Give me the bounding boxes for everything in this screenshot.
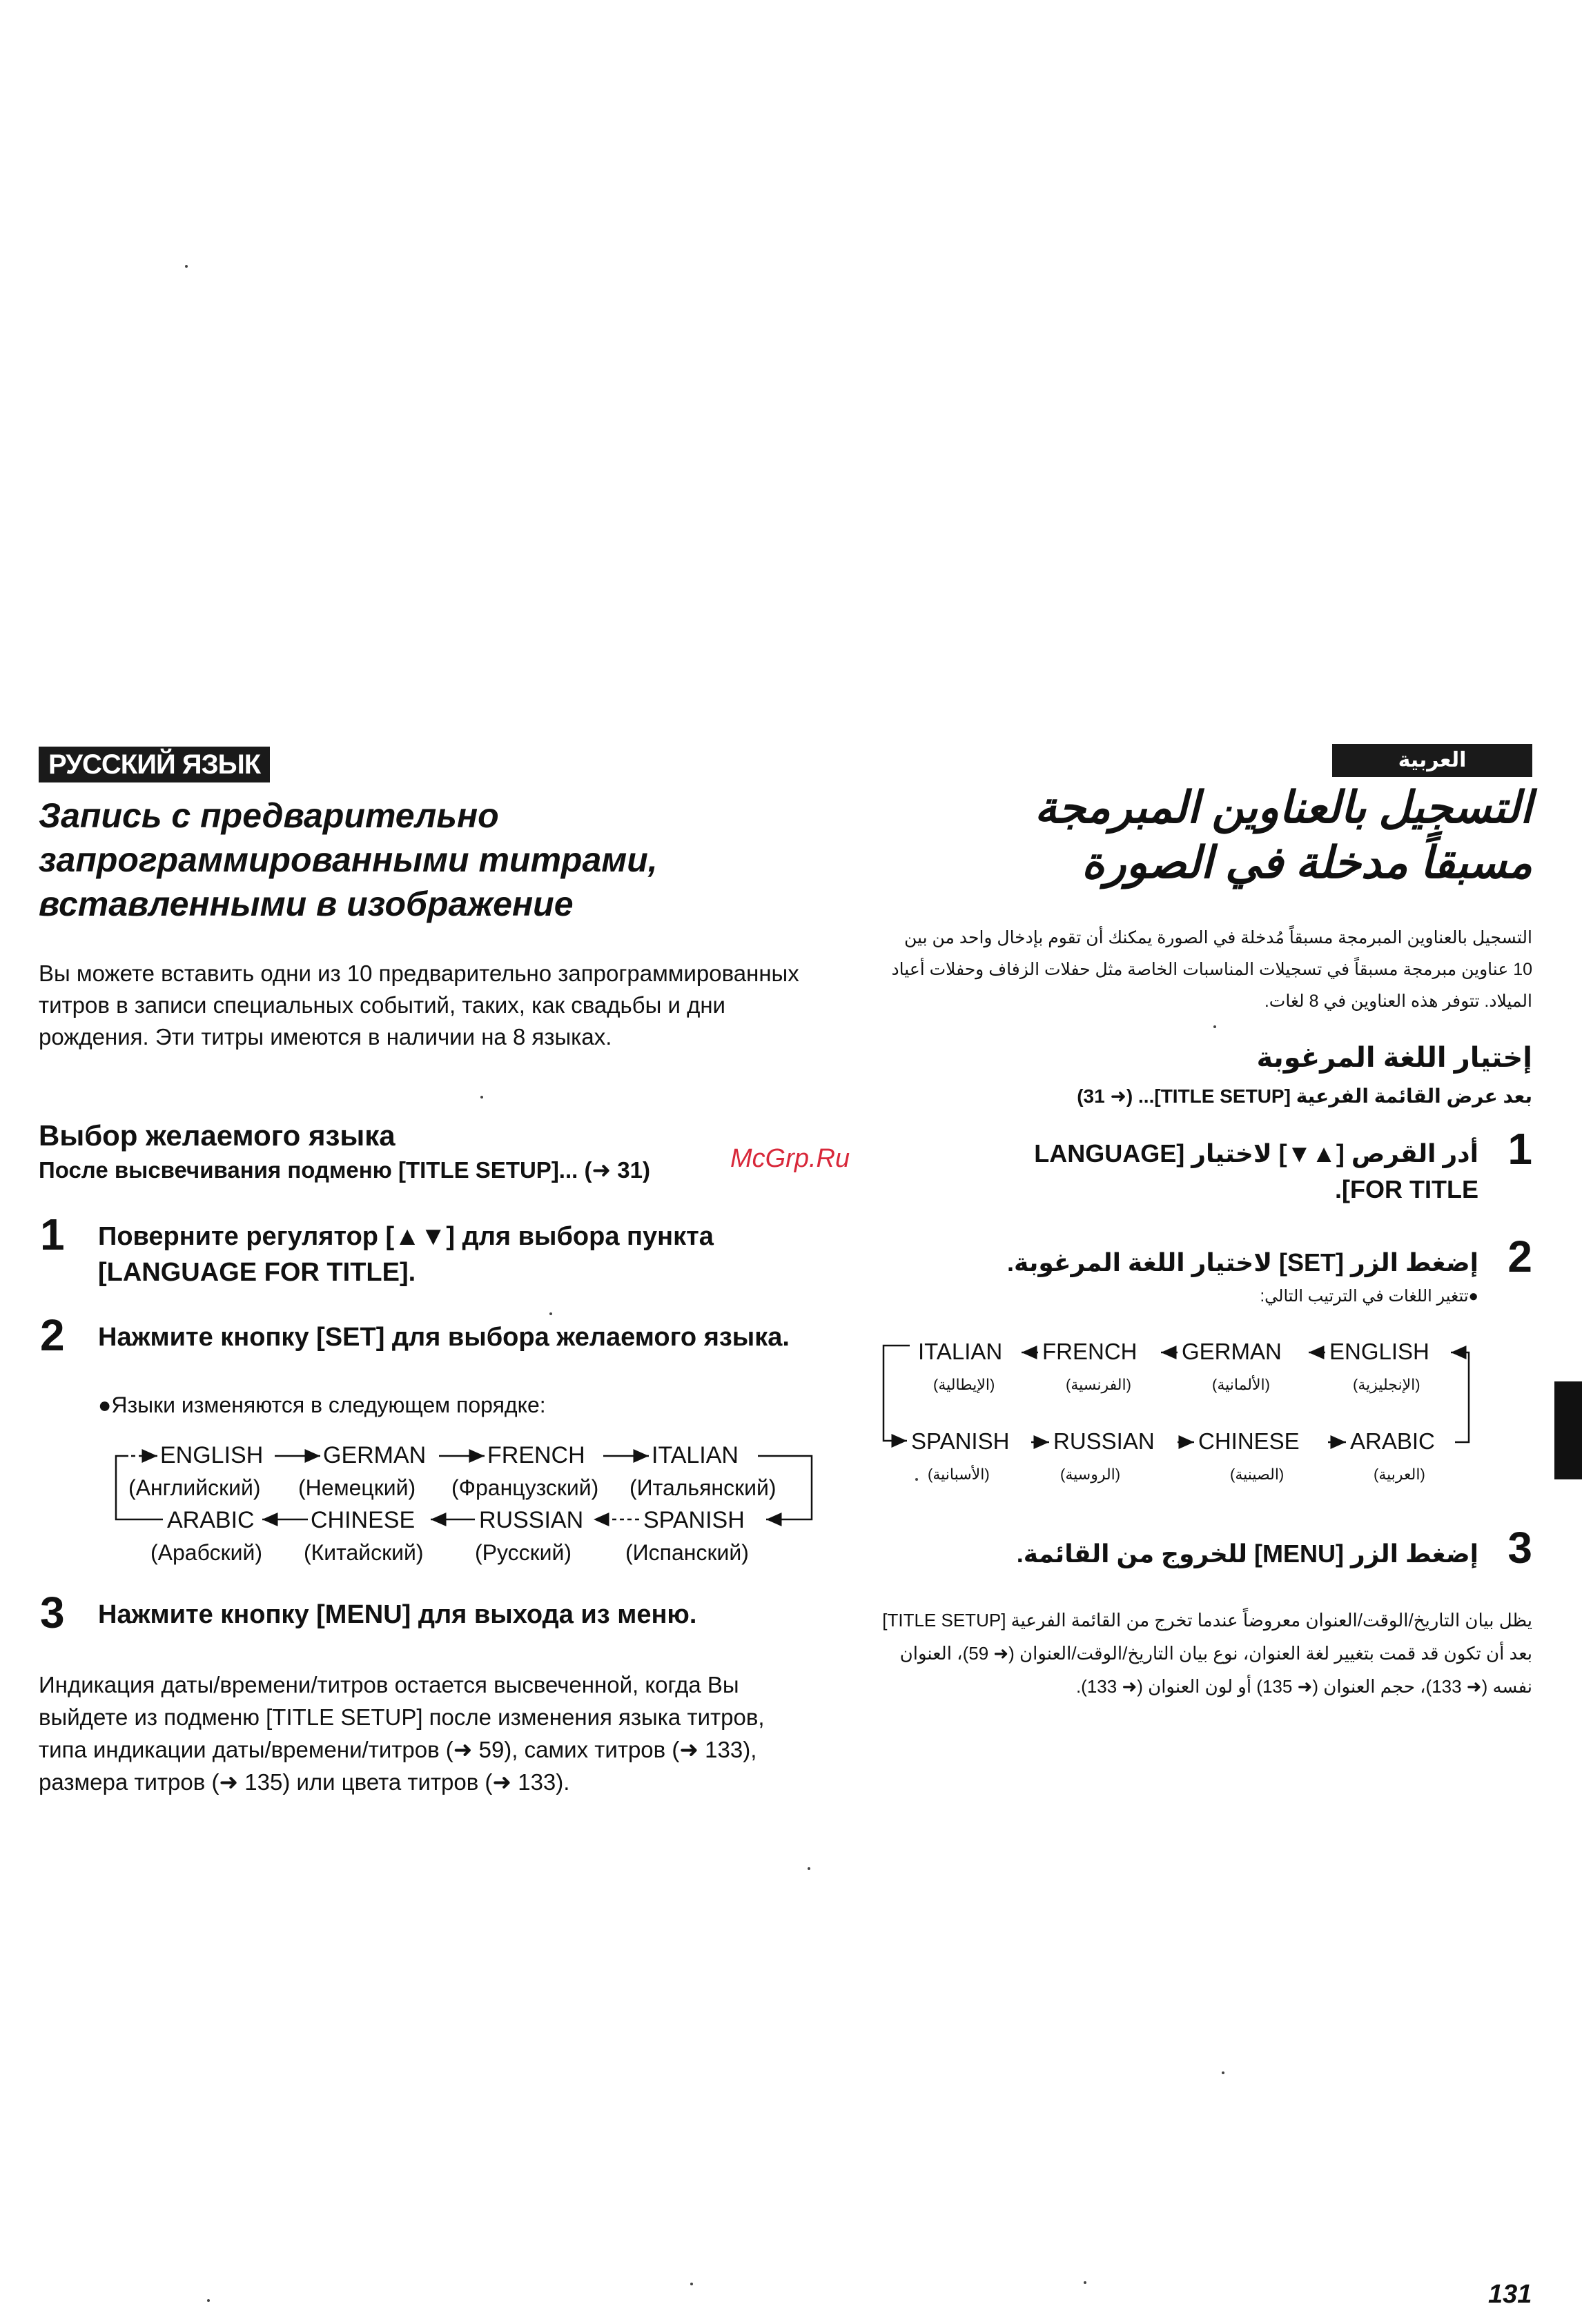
cycle-translation: (Испанский) (625, 1540, 749, 1565)
scan-speck (690, 2283, 693, 2285)
cycle-translation: (Русский) (475, 1540, 572, 1565)
cycle-translation: (Английский) (128, 1475, 261, 1500)
cycle-translation: (Китайский) (304, 1540, 424, 1565)
scan-speck (808, 1867, 810, 1870)
section-subheading-arabic: بعد عرض القائمة الفرعية [TITLE SETUP]... (➜ 31) (1077, 1085, 1532, 1107)
step-number: 1 (40, 1210, 65, 1259)
intro-paragraph-russian: Вы можете вставить одни из 10 предварительно запрограммированных титров в записи специальных событий, таких, как свадьбы и дни рождения. Эти титры имеются в наличии на 8 языках. (39, 961, 799, 1050)
cycle-language: RUSSIAN (479, 1507, 584, 1533)
language-tag-arabic: العربية (1332, 744, 1532, 777)
step-number: 2 (40, 1310, 65, 1360)
outro-paragraph-arabic: يظل بيان التاريخ/الوقت/العنوان معروضاً عندما تخرج من القائمة الفرعية [TITLE SETUP] بعد أن تكون قد قمت بتغيير لغة العنوان، نوع بيان التاريخ/الوقت/العنوان (➜ 59)، العنوان نفسه (➜ 133)، حجم العنوان (➜ 135) أو لون العنوان (➜ 133). (882, 1610, 1532, 1697)
cycle-language: ARABIC (167, 1507, 255, 1533)
section-subheading-russian: После высвечивания подменю [TITLE SETUP]... (➜ 31) (39, 1157, 650, 1183)
title-line: Запись с предварительно (39, 796, 499, 835)
cycle-language: ITALIAN (652, 1442, 739, 1468)
scan-speck (185, 265, 188, 268)
scan-speck (207, 2299, 210, 2302)
cycle-language: CHINESE (311, 1507, 416, 1533)
page-number: 131 (1488, 2280, 1532, 2309)
cycle-language: ARABIC (1350, 1428, 1435, 1454)
step-text: Нажмите кнопку [SET] для выбора желаемого языка. (98, 1323, 790, 1352)
cycle-language: ENGLISH (1329, 1339, 1429, 1364)
scan-speck (915, 1478, 918, 1481)
cycle-translation: (الصينية) (1230, 1466, 1285, 1483)
scan-speck (480, 1096, 483, 1099)
step-note: ●Языки изменяются в следующем порядке: (98, 1392, 546, 1417)
language-tag-russian: РУССКИЙ ЯЗЫК (39, 747, 270, 782)
step-text: Нажмите кнопку [MENU] для выхода из меню. (98, 1600, 697, 1629)
cycle-language: FRENCH (1042, 1339, 1137, 1364)
cycle-translation: (Французский) (451, 1475, 599, 1500)
step-text: إضغط الزر [SET] لاختيار اللغة المرغوبة. (1007, 1248, 1478, 1277)
step-text: Поверните регулятор [▲▼] для выбора пункта [LANGUAGE FOR TITLE]. (98, 1222, 714, 1287)
section-edge-tab (1554, 1381, 1582, 1479)
scan-speck (1084, 2281, 1086, 2284)
step-number: 3 (1507, 1523, 1532, 1573)
step-text: أدر القرص [▲▼] لاختيار [LANGUAGE FOR TITLE]. (1034, 1139, 1478, 1203)
cycle-translation: (Арабский) (150, 1540, 262, 1565)
step-number: 2 (1507, 1232, 1532, 1281)
step-number: 1 (1507, 1124, 1532, 1174)
cycle-translation: (الإيطالية) (933, 1376, 995, 1393)
step-note: ●تتغير اللغات في الترتيب التالي: (1260, 1287, 1478, 1306)
cycle-translation: (Немецкий) (298, 1475, 416, 1500)
cycle-translation: (الفرنسية) (1066, 1376, 1131, 1393)
cycle-translation: (الروسية) (1060, 1466, 1121, 1483)
section-heading-russian: Выбор желаемого языка (39, 1119, 396, 1152)
scan-speck (549, 1312, 552, 1315)
cycle-translation: (الألمانية) (1212, 1376, 1270, 1393)
cycle-language: ENGLISH (160, 1442, 264, 1468)
cycle-language: FRENCH (487, 1442, 585, 1468)
cycle-translation: (الأسبانية) (928, 1466, 990, 1483)
cycle-language: GERMAN (1182, 1339, 1282, 1364)
watermark: McGrp.Ru (730, 1144, 850, 1173)
step-number: 3 (40, 1588, 65, 1637)
cycle-language: RUSSIAN (1053, 1428, 1155, 1454)
cycle-language: CHINESE (1198, 1428, 1300, 1454)
cycle-language: ITALIAN (918, 1339, 1003, 1364)
cycle-language: GERMAN (323, 1442, 427, 1468)
intro-paragraph-arabic: التسجيل بالعناوين المبرمجة مسبقاً مُدخلة في الصورة يمكنك أن تقوم بإدخال واحد من بين 10 عناوين مبرمجة مسبقاً في تسجيلات المناسبات الخاصة مثل حفلات الزفاف وحفلات أعياد الميلاد. تتوفر هذه العناوين في 8 لغات. (891, 928, 1532, 1011)
cycle-language: SPANISH (643, 1507, 745, 1533)
cycle-translation: (Итальянский) (629, 1475, 777, 1500)
scan-speck (1213, 1025, 1216, 1028)
title-line: مسبقاً مدخلة في الصورة (1081, 838, 1532, 887)
scan-speck (1222, 2071, 1224, 2074)
section-heading-arabic: إختيار اللغة المرغوبة (1256, 1043, 1532, 1073)
cycle-translation: (العربية) (1374, 1466, 1425, 1483)
cycle-language: SPANISH (911, 1428, 1010, 1454)
title-line: التسجيل بالعناوين المبرمجة (1034, 782, 1532, 832)
title-line: запрограммированными титрами, (39, 840, 658, 879)
cycle-translation: (الإنجليزية) (1353, 1376, 1420, 1393)
step-text: إضغط الزر [MENU] للخروج من القائمة. (1016, 1539, 1478, 1568)
title-line: вставленными в изображение (39, 885, 574, 923)
outro-paragraph-russian: Индикация даты/времени/титров остается высвеченной, когда Вы выйдете из подменю [TITLE SETUP] после изменения языка титров, типа индикации даты/времени/титров (➜ 59), самих титров (➜ 133), размера титров (➜ 135) или цвета титров (➜ 133). (39, 1672, 765, 1795)
